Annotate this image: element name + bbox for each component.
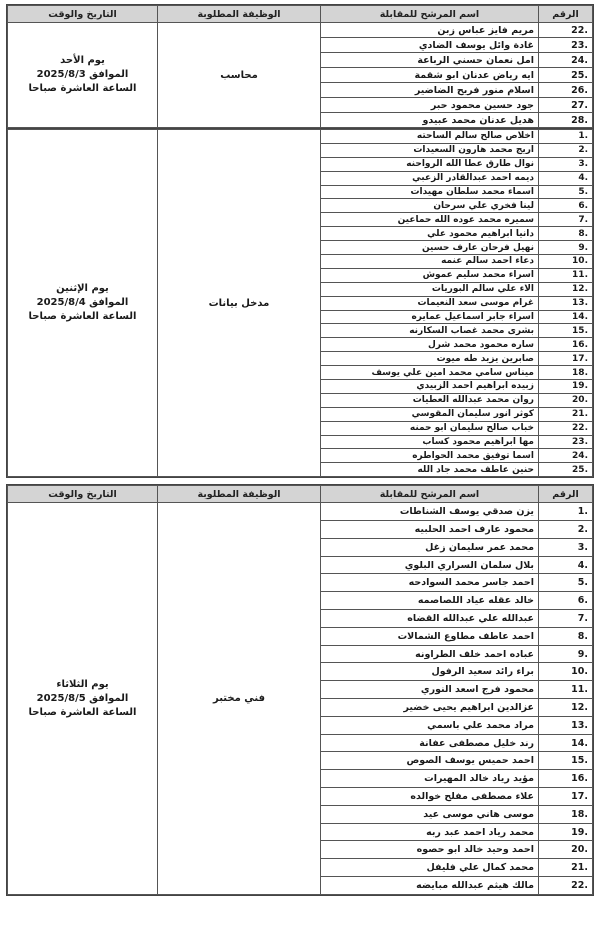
candidate-name: صابرين يزيد طه ميوت	[321, 352, 539, 366]
header-job: الوظيفة المطلوبة	[158, 6, 321, 23]
candidate-name: علاء مصطفى مفلح خوالده	[321, 788, 539, 806]
candidate-name: اسراء جابر اسماعيل عمايره	[321, 310, 539, 324]
candidate-name: اسلام منور فريح الضاضير	[321, 83, 539, 98]
date-date: الموافق 2025/8/5	[36, 692, 129, 704]
date-day: يوم الثلاثاء	[56, 678, 109, 690]
candidate-name: مريم فايز عباس زبن	[321, 23, 539, 38]
candidate-name: اخلاص صالح سالم الساحته	[321, 130, 539, 144]
row-number: .7	[539, 213, 593, 227]
table-body-3	[8, 503, 593, 895]
candidate-name: سميره محمد عوده الله حماعين	[321, 213, 539, 227]
row-number: .21	[539, 407, 593, 421]
interview-datetime	[8, 23, 158, 128]
schedule-block-1	[6, 4, 594, 129]
row-number: .5	[539, 185, 593, 199]
header-datetime: التاريخ والوقت	[8, 486, 158, 503]
table-header-row	[8, 486, 593, 503]
row-number: .20	[539, 841, 593, 859]
table-row	[8, 23, 593, 38]
row-number: .16	[539, 770, 593, 788]
candidate-name: اسراء محمد سليم عموش	[321, 268, 539, 282]
row-number: .13	[539, 716, 593, 734]
row-number: .19	[539, 823, 593, 841]
candidate-name: مؤيد رياد خالد المهيرات	[321, 770, 539, 788]
candidate-name: نهيل فرحان عارف حسين	[321, 241, 539, 255]
candidate-name: عباده احمد خلف الطراونه	[321, 645, 539, 663]
schedule-table-3	[7, 485, 593, 895]
date-time: الساعة العاشرة صباحا	[28, 311, 137, 323]
candidate-name: نوال طارق عطا الله الرواحنه	[321, 157, 539, 171]
header-candidate: اسم المرشح للمقابلة	[321, 6, 539, 23]
row-number: .21	[539, 859, 593, 877]
row-number: .11	[539, 268, 593, 282]
row-number: .6	[539, 592, 593, 610]
row-number: .18	[539, 805, 593, 823]
candidate-name: بشرى محمد غصاب السكارنه	[321, 324, 539, 338]
candidate-name: عزالدين ابراهيم يحيى خضير	[321, 699, 539, 717]
row-number: .22	[539, 23, 593, 38]
row-number: .7	[539, 610, 593, 628]
row-number: .20	[539, 393, 593, 407]
row-number: .8	[539, 627, 593, 645]
candidate-name: محمد رياد احمد عبد ربه	[321, 823, 539, 841]
candidate-name: غادة وائل يوسف الضادي	[321, 38, 539, 53]
row-number: .24	[539, 53, 593, 68]
row-number: .12	[539, 282, 593, 296]
candidate-name: محمود عارف احمد الحلبيه	[321, 521, 539, 539]
candidate-name: عبدالله علي عبدالله القضاه	[321, 610, 539, 628]
candidate-name: محمد عمر سليمان زغل	[321, 538, 539, 556]
row-number: .25	[539, 463, 593, 477]
row-number: .15	[539, 752, 593, 770]
header-candidate: اسم المرشح للمقابلة	[321, 486, 539, 503]
interview-datetime	[8, 503, 158, 895]
candidate-name: دعاء احمد سالم عنمه	[321, 255, 539, 269]
date-time: الساعة العاشرة صباحا	[28, 83, 137, 94]
row-number: .9	[539, 645, 593, 663]
row-number: .5	[539, 574, 593, 592]
job-title: فني مختبر	[158, 503, 321, 895]
schedule-table-2	[7, 129, 593, 477]
candidate-name: موسى هاني موسى عيد	[321, 805, 539, 823]
candidate-name: براء رائد سعيد الرفول	[321, 663, 539, 681]
date-date: الموافق 2025/8/3	[36, 69, 129, 80]
candidate-name: زبيده ابراهيم احمد الزبيدي	[321, 380, 539, 394]
row-number: .3	[539, 538, 593, 556]
schedule-block-3	[6, 484, 594, 896]
candidate-name: خباب صالح سليمان ابو حمنه	[321, 421, 539, 435]
row-number: .27	[539, 98, 593, 113]
row-number: .3	[539, 157, 593, 171]
row-number: .22	[539, 421, 593, 435]
candidate-name: مها ابراهيم محمود كساب	[321, 435, 539, 449]
candidate-name: رند خليل مصطفى عفانة	[321, 734, 539, 752]
table-row	[8, 503, 593, 521]
candidate-name: محمود فرج اسعد النوري	[321, 681, 539, 699]
candidate-name: احمد وحيد خالد ابو حصوه	[321, 841, 539, 859]
table-header-row	[8, 6, 593, 23]
row-number: .23	[539, 38, 593, 53]
candidate-name: احمد جاسر محمد السوادحه	[321, 574, 539, 592]
row-number: .9	[539, 241, 593, 255]
job-title: محاسب	[158, 23, 321, 128]
candidate-name: ايه رياض عدنان ابو شقمة	[321, 68, 539, 83]
candidate-name: لينا فخري علي سرحان	[321, 199, 539, 213]
row-number: .4	[539, 556, 593, 574]
candidate-name: بلال سلمان السراري البلوي	[321, 556, 539, 574]
row-number: .22	[539, 877, 593, 895]
candidate-name: جود حسين محمود حبر	[321, 98, 539, 113]
interview-datetime	[8, 130, 158, 477]
candidate-name: خالد عقله عياد اللصاصمه	[321, 592, 539, 610]
row-number: .1	[539, 130, 593, 144]
date-date: الموافق 2025/8/4	[36, 297, 129, 309]
row-number: .28	[539, 113, 593, 128]
row-number: .13	[539, 296, 593, 310]
candidate-name: اسماء محمد سلطان مهيدات	[321, 185, 539, 199]
header-number: الرقم	[539, 6, 593, 23]
candidate-name: روان محمد عبدالله العطيات	[321, 393, 539, 407]
row-number: .12	[539, 699, 593, 717]
row-number: .2	[539, 521, 593, 539]
date-day: يوم الأحد	[60, 55, 105, 66]
candidate-name: مالك هيثم عبدالله مبايضه	[321, 877, 539, 895]
candidate-name: ساره محمود محمد شرل	[321, 338, 539, 352]
candidate-name: الاء علي سالم البوريات	[321, 282, 539, 296]
schedule-block-2	[6, 129, 594, 478]
row-number: .23	[539, 435, 593, 449]
row-number: .17	[539, 788, 593, 806]
candidate-name: غرام موسى سعد النعيمات	[321, 296, 539, 310]
job-title: مدخل بيانات	[158, 130, 321, 477]
schedule-table-1	[7, 5, 593, 128]
row-number: .14	[539, 734, 593, 752]
row-number: .10	[539, 255, 593, 269]
date-day: يوم الإثنين	[56, 283, 109, 295]
candidate-name: يزن صدقي يوسف الشناطات	[321, 503, 539, 521]
row-number: .24	[539, 449, 593, 463]
row-number: .10	[539, 663, 593, 681]
candidate-name: احمد حميس يوسف الصوص	[321, 752, 539, 770]
row-number: .2	[539, 143, 593, 157]
row-number: .19	[539, 380, 593, 394]
header-number: الرقم	[539, 486, 593, 503]
candidate-name: كوثر انور سليمان المقوسي	[321, 407, 539, 421]
candidate-name: هديل عدنان محمد عبيدو	[321, 113, 539, 128]
row-number: .6	[539, 199, 593, 213]
candidate-name: اريج محمد هارون السعيدات	[321, 143, 539, 157]
table-body-1	[8, 23, 593, 128]
candidate-name: احمد عاطف مطاوع الشمالات	[321, 627, 539, 645]
row-number: .15	[539, 324, 593, 338]
candidate-name: اسما توفيق محمد الحواطره	[321, 449, 539, 463]
row-number: .14	[539, 310, 593, 324]
candidate-name: حنين عاطف محمد جاد الله	[321, 463, 539, 477]
row-number: .18	[539, 366, 593, 380]
row-number: .26	[539, 83, 593, 98]
candidate-name: ديمه احمد عبدالقادر الزعبي	[321, 171, 539, 185]
candidate-name: دانيا ابراهيم محمود علي	[321, 227, 539, 241]
row-number: .1	[539, 503, 593, 521]
candidate-name: ميناس سامي محمد امين علي يوسف	[321, 366, 539, 380]
table-row	[8, 130, 593, 144]
table-body-2	[8, 130, 593, 477]
candidate-name: امل نعمان حسني الرباعة	[321, 53, 539, 68]
header-datetime: التاريخ والوقت	[8, 6, 158, 23]
row-number: .4	[539, 171, 593, 185]
row-number: .17	[539, 352, 593, 366]
header-job: الوظيفة المطلوبة	[158, 486, 321, 503]
row-number: .25	[539, 68, 593, 83]
row-number: .16	[539, 338, 593, 352]
candidate-name: محمد كمال علي فليفل	[321, 859, 539, 877]
row-number: .8	[539, 227, 593, 241]
date-time: الساعة العاشرة صباحا	[28, 706, 137, 718]
candidate-name: مراد محمد علي باسمي	[321, 716, 539, 734]
row-number: .11	[539, 681, 593, 699]
